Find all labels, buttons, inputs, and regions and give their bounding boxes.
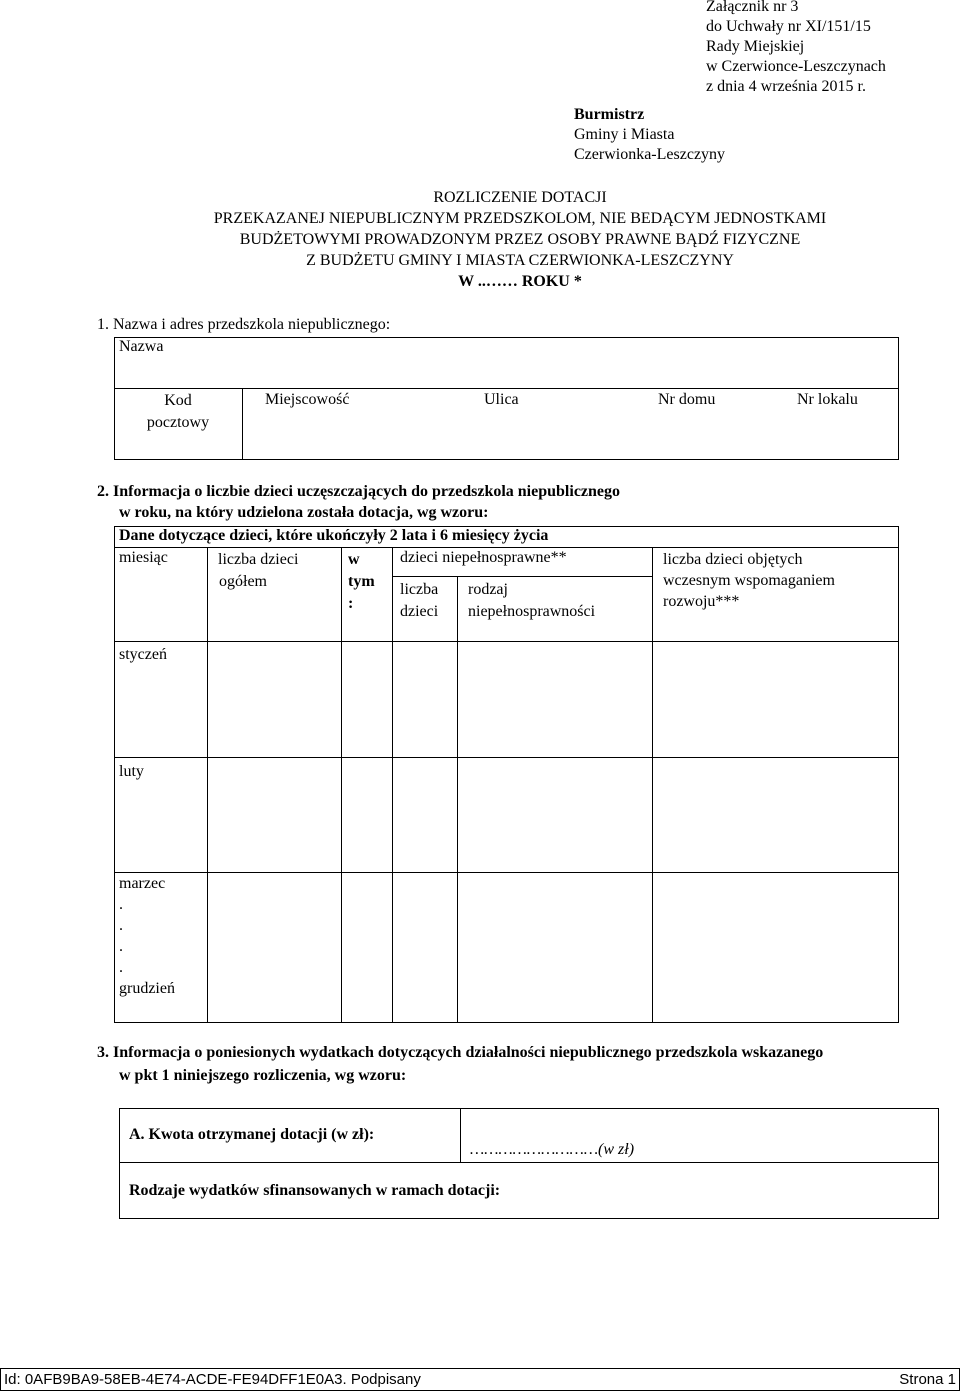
- table-caption: Dane dotyczące dzieci, które ukończyły 2 lata i 6 miesięcy życia: [119, 527, 549, 544]
- house-number-label: Nr domu: [658, 391, 716, 408]
- title-line: ROZLICZENIE DOTACJI: [433, 189, 607, 206]
- disability-type-header-line: niepełnosprawności: [468, 603, 596, 620]
- of-which-header-line: :: [348, 595, 354, 612]
- month-label: luty: [119, 763, 144, 780]
- total-children-header-line: ogółem: [219, 573, 267, 590]
- postal-code-label-line: Kod: [164, 392, 192, 409]
- grant-amount-value: ………………………(w zł): [470, 1141, 635, 1158]
- early-support-header: [663, 549, 835, 612]
- disability-type-header-line: rodzaj: [468, 581, 508, 598]
- attachment-line: Rady Miejskiej: [706, 38, 805, 55]
- month-list: [119, 873, 175, 999]
- page-number: Strona 1: [899, 1371, 956, 1388]
- disability-type-header: [468, 579, 595, 623]
- title-line: PRZEKAZANEJ NIEPUBLICZNYM PRZEDSZKOLOM, NIE BEDĄCYM JEDNOSTKAMI: [213, 210, 827, 227]
- section2-heading: 2. Informacja o liczbie dzieci uczęszczających do przedszkola niepublicznego: [97, 483, 621, 500]
- document-title: [0, 187, 960, 292]
- grant-amount-label: A. Kwota otrzymanej dotacji (w zł):: [129, 1126, 375, 1143]
- total-children-header-line: liczba dzieci: [218, 551, 299, 568]
- month-label: .: [119, 959, 123, 976]
- of-which-header: [348, 549, 375, 615]
- disabled-children-header: dzieci niepełnosprawne**: [400, 549, 567, 566]
- month-label: marzec: [119, 875, 166, 892]
- expenses-label: Rodzaje wydatków sfinansowanych w ramach dotacji:: [129, 1182, 501, 1199]
- attachment-line: z dnia 4 września 2015 r.: [706, 78, 866, 95]
- title-line: BUDŻETOWYMI PROWADZONYM PRZEZ OSOBY PRAWNE BĄDŹ FIZYCZNE: [239, 231, 801, 248]
- of-which-header-line: w: [348, 551, 360, 568]
- city-label: Miejscowość: [265, 391, 350, 408]
- month-label: .: [119, 938, 123, 955]
- attachment-line: w Czerwionce-Leszczynach: [706, 58, 886, 75]
- section3-heading: 3. Informacja o poniesionych wydatkach dotyczących działalności niepublicznego przedszkola wskazanego: [97, 1044, 824, 1061]
- name-label: Nazwa: [119, 338, 164, 355]
- of-which-header-line: tym: [348, 573, 375, 590]
- title-line: W ..…… ROKU *: [458, 273, 582, 290]
- flat-number-label: Nr lokalu: [797, 391, 858, 408]
- postal-code-label-line: pocztowy: [146, 414, 210, 431]
- month-label: .: [119, 896, 123, 913]
- addressee-line: Burmistrz: [574, 106, 645, 123]
- total-children-header: [218, 549, 298, 593]
- disabled-count-header: [400, 579, 438, 623]
- section3-heading-cont: w pkt 1 niniejszego rozliczenia, wg wzoru:: [119, 1067, 407, 1084]
- addressee-line: Czerwionka-Leszczyny: [574, 146, 726, 163]
- attachment-line: Załącznik nr 3: [706, 0, 799, 15]
- title-line: Z BUDŻETU GMINY I MIASTA CZERWIONKA-LESZCZYNY: [306, 252, 734, 269]
- month-column-header: miesiąc: [119, 549, 168, 566]
- early-support-header-line: wczesnym wspomaganiem: [663, 572, 835, 589]
- month-label: grudzień: [119, 980, 175, 997]
- addressee: [574, 105, 725, 165]
- month-label: .: [119, 917, 123, 934]
- addressee-line: Gminy i Miasta: [574, 126, 675, 143]
- document-id: Id: 0AFB9BA9-58EB-4E74-ACDE-FE94DFF1E0A3. Podpisany: [4, 1371, 421, 1388]
- document-footer: [0, 1368, 960, 1391]
- postal-code-label: [114, 390, 242, 434]
- early-support-header-line: liczba dzieci objętych: [663, 551, 803, 568]
- month-label: styczeń: [119, 646, 167, 663]
- disabled-count-header-line: dzieci: [400, 603, 439, 620]
- section1-heading: 1. Nazwa i adres przedszkola niepublicznego:: [97, 316, 391, 333]
- street-label: Ulica: [484, 391, 519, 408]
- section2-heading-cont: w roku, na który udzielona została dotacja, wg wzoru:: [119, 504, 489, 521]
- early-support-header-line: rozwoju***: [663, 593, 740, 610]
- attachment-header: [706, 0, 886, 97]
- disabled-count-header-line: liczba: [400, 581, 439, 598]
- attachment-line: do Uchwały nr XI/151/15: [706, 18, 871, 35]
